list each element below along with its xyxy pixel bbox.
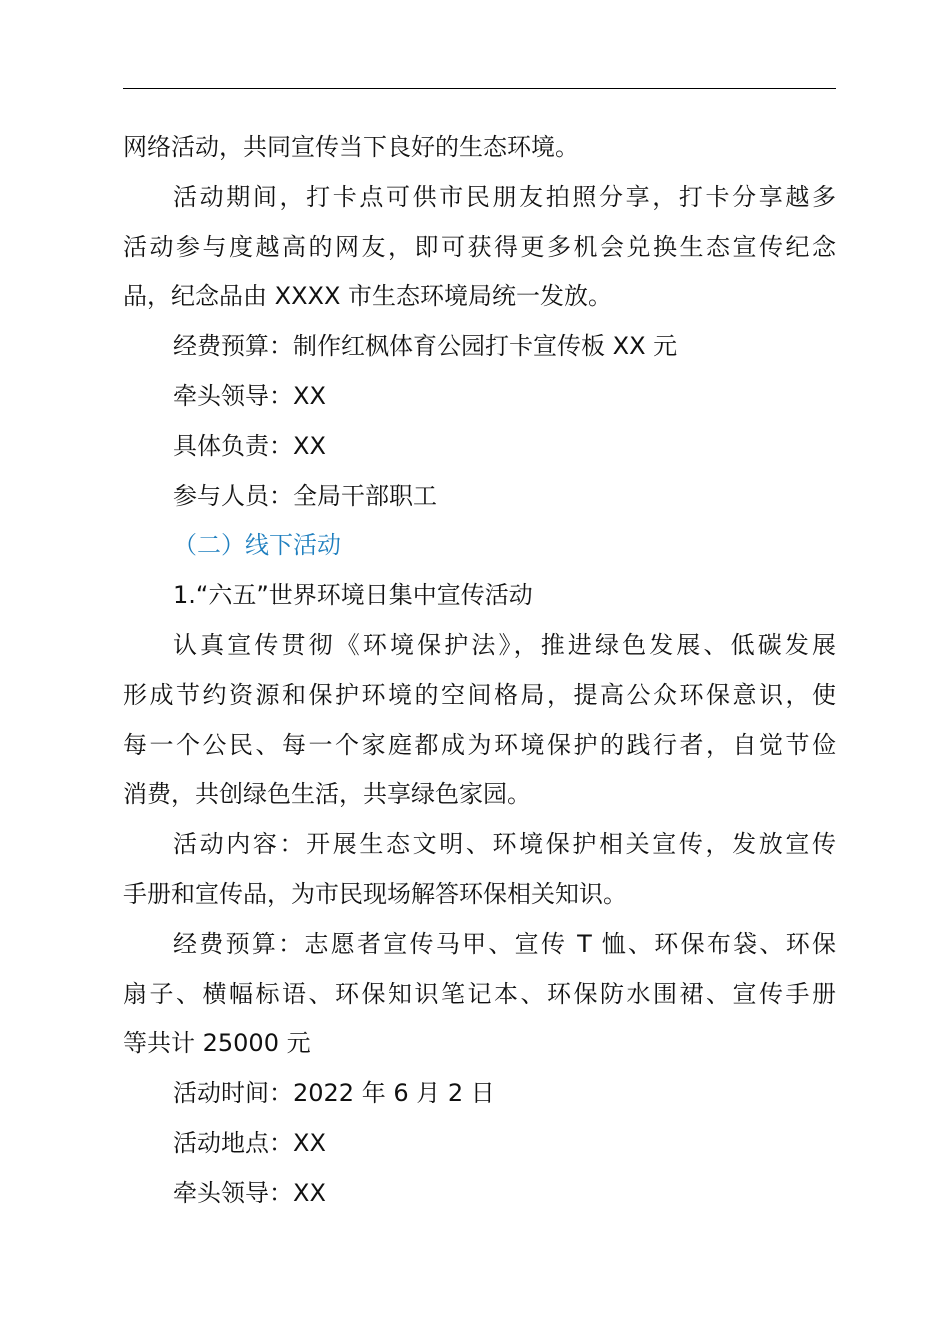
lead-line: 牵头领导：XX [173,381,326,410]
paragraph-line: 形成节约资源和保护环境的空间格局，提高公众环保意识，使 [123,680,836,709]
budget-line: 扇子、横幅标语、环保知识笔记本、环保防水围裙、宣传手册 [123,979,836,1008]
paragraph-line: 认真宣传贯彻《环境保护法》，推进绿色发展、低碳发展 [173,630,836,659]
paragraph-line: 消费，共创绿色生活，共享绿色家园。 [123,780,531,809]
header-rule [123,88,836,89]
paragraph-line: 活动参与度越高的网友，即可获得更多机会兑换生态宣传纪念 [123,232,836,261]
time-line: 活动时间：2022 年 6 月 2 日 [173,1079,495,1108]
lead-line: 牵头领导：XX [173,1178,326,1207]
budget-line: 经费预算：制作红枫体育公园打卡宣传板 XX 元 [173,332,678,361]
location-line: 活动地点：XX [173,1128,326,1157]
paragraph-line: 网络活动，共同宣传当下良好的生态环境。 [123,133,579,161]
content-line: 手册和宣传品，为市民现场解答环保相关知识。 [123,879,627,908]
content-line: 活动内容：开展生态文明、环境保护相关宣传，发放宣传 [173,830,836,859]
document-body [123,123,836,1219]
paragraph-line: 活动期间，打卡点可供市民朋友拍照分享，打卡分享越多 [173,182,836,211]
participants-line: 参与人员：全局干部职工 [173,481,437,510]
budget-line: 经费预算：志愿者宣传马甲、宣传 T 恤、环保布袋、环保 [173,929,836,958]
section-heading: （二）线下活动 [173,531,341,560]
paragraph-line: 每一个公民、每一个家庭都成为环境保护的践行者，自觉节俭 [123,730,836,759]
responsible-line: 具体负责：XX [173,431,326,460]
paragraph-line: 品，纪念品由 XXXX 市生态环境局统一发放。 [123,282,613,311]
budget-line: 等共计 25000 元 [123,1029,311,1058]
subsection-title: 1.“六五”世界环境日集中宣传活动 [173,581,533,610]
